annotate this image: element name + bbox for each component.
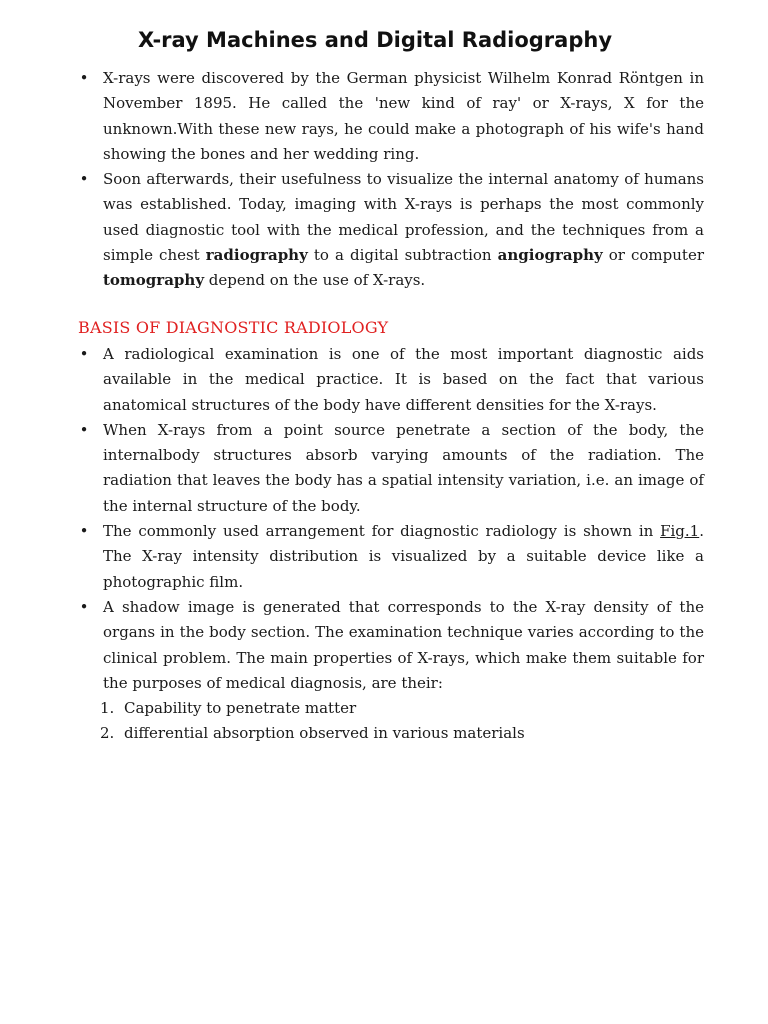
intro-bullet-list — [78, 66, 704, 294]
bullet-icon: • — [79, 69, 89, 87]
paragraph-segment: depend on the use of X-rays. — [204, 271, 426, 290]
numbered-item — [100, 721, 704, 746]
paragraph-text: A radiological examination is one of the most important diagnostic aids available in the medical practice. It is based on the fact that various anatomical structures of the body have different densities for the X-rays. — [103, 344, 704, 414]
item-text: Capability to penetrate matter — [124, 699, 357, 718]
paragraph-text: X-rays were discovered by the German physicist Wilhelm Konrad Röntgen in November 1895. He called the 'new kind of ray' or X-rays, X for the unknown.With these new rays, he could make a photograph of his wife's hand showing the bones and her wedding ring. — [103, 69, 704, 163]
list-item — [78, 66, 704, 167]
paragraph-segment: The commonly used arrangement for diagnostic radiology is shown in — [103, 522, 661, 541]
item-number: 2. — [100, 724, 115, 743]
bullet-icon: • — [79, 170, 89, 189]
paragraph-text — [103, 522, 704, 591]
paragraph-segment: . The X-ray intensity distribution is visualized by a suitable device like a photographic film. — [103, 522, 704, 591]
bullet-icon: • — [79, 597, 89, 616]
page-title: X-ray Machines and Digital Radiography — [137, 28, 613, 52]
bold-term-radiography: radiography — [205, 246, 308, 265]
paragraph-text: When X-rays from a point source penetrate a section of the body, the internalbody structures absorb varying amounts of the radiation. The radiation that leaves the body has a spatial intensity variation, i.e. an image of the internal structure of the body. — [103, 420, 704, 515]
properties-numbered-list — [78, 696, 704, 747]
paragraph-text — [103, 170, 704, 289]
bold-term-tomography: tomography — [103, 271, 205, 290]
figure-reference-link[interactable]: Fig.1 — [660, 522, 700, 541]
list-item — [78, 342, 704, 418]
list-item — [78, 418, 704, 519]
bold-term-angiography: angiography — [497, 246, 603, 265]
section-bullet-list — [78, 342, 704, 696]
document-body — [78, 66, 704, 747]
paragraph-text: A shadow image is generated that corresponds to the X-ray density of the organs in the body section. The examination technique varies according to the clinical problem. The main properties of X-rays, which make them suitable for the purposes of medical diagnosis, are their: — [103, 597, 704, 692]
list-item — [78, 167, 704, 293]
paragraph-segment: Soon afterwards, their usefulness to visualize the internal anatomy of humans was established. Today, imaging with X-rays is perhaps the most commonly used diagnostic tool with the medical profession, and the techniques from a simple chest — [103, 170, 704, 265]
list-item — [78, 595, 704, 696]
paragraph-segment: or computer — [602, 246, 704, 265]
bullet-icon: • — [79, 344, 89, 363]
item-text: differential absorption observed in various materials — [124, 724, 525, 743]
bullet-icon: • — [79, 420, 89, 439]
list-item — [78, 519, 704, 595]
item-number: 1. — [100, 699, 115, 718]
section-heading: BASIS OF DIAGNOSTIC RADIOLOGY — [78, 317, 389, 337]
numbered-item — [100, 696, 704, 721]
paragraph-segment: to a digital subtraction — [307, 246, 498, 265]
bullet-icon: • — [79, 522, 89, 541]
